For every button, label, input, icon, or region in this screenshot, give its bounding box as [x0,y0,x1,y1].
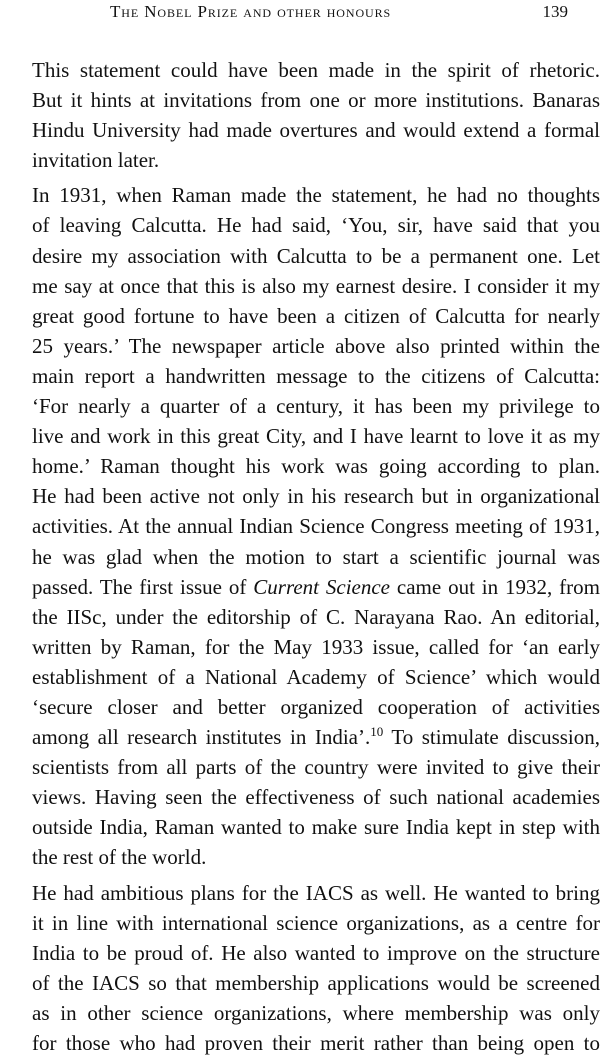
paragraph-2 [32,180,600,872]
text-line: India to be proud of. He also wanted to improve on the structure [32,940,600,965]
text-run: To stimulate discussion, [383,725,600,750]
text-line: of the IACS so that membership applications would be screened [32,970,600,995]
text-line: Hindu University had made overtures and would extend a formal [32,118,600,143]
text-run: among all research institutes in India’. [32,725,371,750]
text-line: desire my association with Calcutta to be a permanent one. Let [32,243,600,268]
journal-title-italic: Current Science [253,574,390,599]
text-line: for those who had proven their merit rather than being open to [32,1031,600,1055]
text-run: came out in 1932, from [390,574,600,599]
text-line: He had ambitious plans for the IACS as well. He wanted to bring [32,880,600,905]
text-line: 25 years.’ The newspaper article above also printed within the [32,333,600,358]
text-line: outside India, Raman wanted to make sure India kept in step with [32,815,600,840]
text-line-with-footnote [32,722,600,752]
text-line: ‘secure closer and better organized cooperation of activities [32,694,600,719]
text-line-with-italic [32,572,600,602]
paragraph-3 [32,878,600,1059]
text-line: it in line with international science organizations, as a centre for [32,910,600,935]
text-line: he was glad when the motion to start a scientific journal was [32,544,600,569]
text-run: passed. The first issue of [32,574,254,599]
chapter-running-title: The Nobel Prize and other honours [110,2,392,21]
text-line: written by Raman, for the May 1933 issue, called for ‘an early [32,634,600,659]
text-line: In 1931, when Raman made the statement, he had no thoughts [32,183,600,208]
text-line: great good fortune to have been a citizen of Calcutta for nearly [32,303,600,328]
text-line: main report a handwritten message to the citizens of Calcutta: [32,363,600,388]
text-line: as in other science organizations, where membership was only [32,1000,600,1025]
text-line: the IISc, under the editorship of C. Narayana Rao. An editorial, [32,604,600,629]
text-line: But it hints at invitations from one or more institutions. Banaras [32,88,600,113]
text-line: views. Having seen the effectiveness of such national academies [32,785,600,810]
page-number: 139 [542,2,568,21]
text-line: establishment of a National Academy of Science’ which would [32,664,600,689]
running-head [0,2,600,26]
text-line: This statement could have been made in the spirit of rhetoric. [32,58,600,82]
text-line: live and work in this great City, and I have learnt to love it as my [32,424,600,449]
text-line: me say at once that this is also my earnest desire. I consider it my [32,273,600,298]
text-line: invitation later. [32,148,160,173]
text-line: He had been active not only in his research but in organizational [32,484,600,509]
body-text [32,55,600,1063]
text-line: scientists from all parts of the country were invited to give their [32,755,600,780]
paragraph-1 [32,55,600,175]
text-line: ‘For nearly a quarter of a century, it has been my privilege to [32,394,600,419]
text-line: the rest of the world. [32,845,207,870]
text-line: activities. At the annual Indian Science Congress meeting of 1931, [32,514,600,539]
footnote-marker: 10 [370,724,384,740]
text-line: home.’ Raman thought his work was going according to plan. [32,454,600,479]
text-line: of leaving Calcutta. He had said, ‘You, sir, have said that you [32,213,600,238]
